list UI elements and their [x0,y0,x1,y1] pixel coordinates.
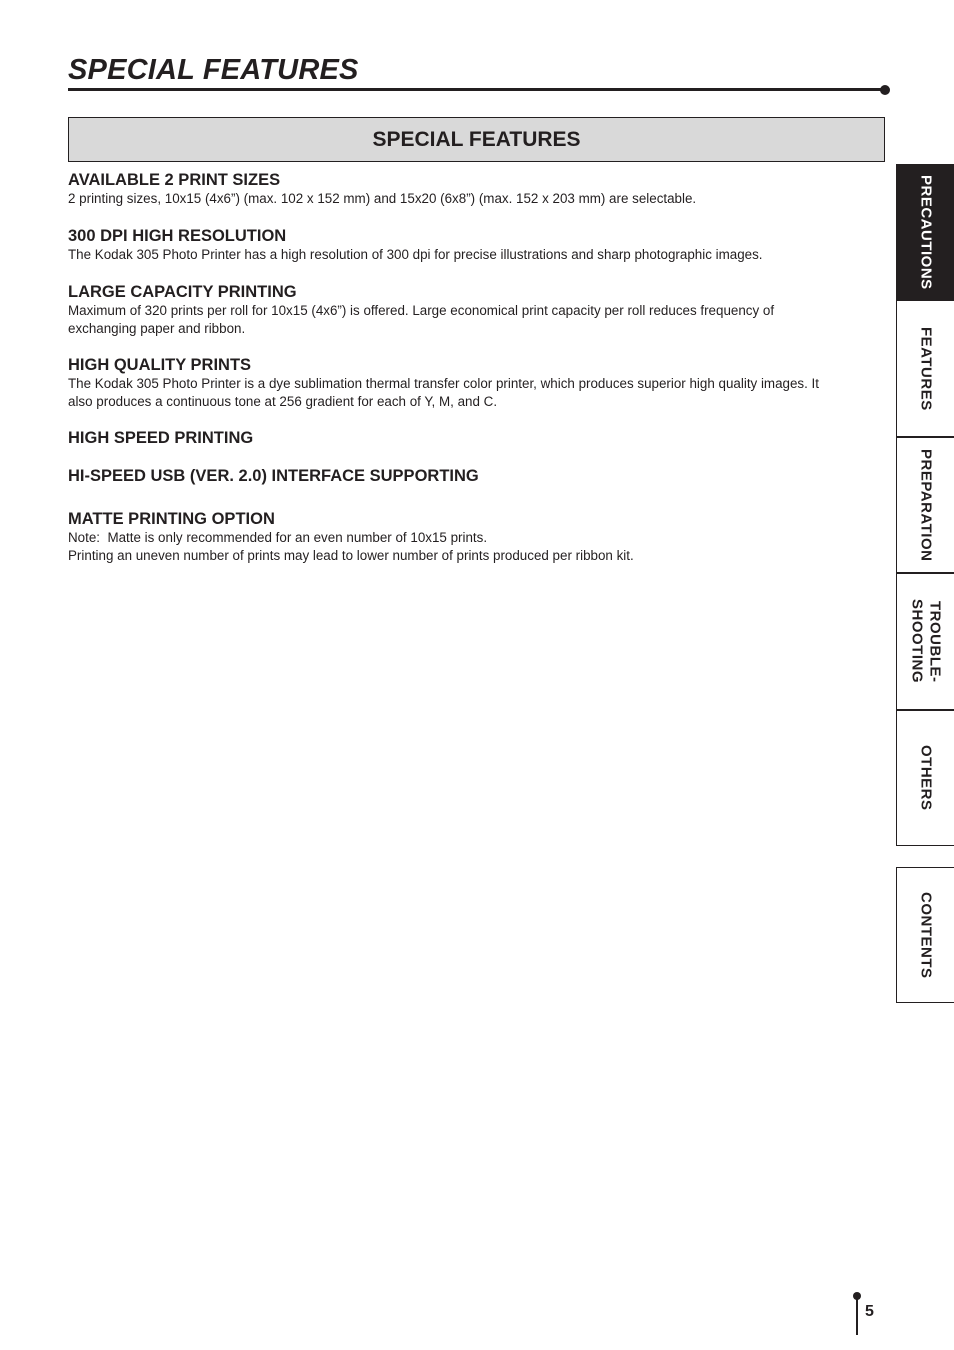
page-title: SPECIAL FEATURES [68,54,359,86]
feature-heading: HIGH QUALITY PRINTS [68,356,252,374]
feature-heading: HIGH SPEED PRINTING [68,429,254,447]
feature-speed [68,429,883,448]
section-banner: SPECIAL FEATURES [68,117,885,162]
tab-contents[interactable] [896,867,954,1003]
feature-text: 2 printing sizes, 10x15 (4x6”) (max. 102 x 152 mm) and 15x20 (6x8”) (max. 152 x 203 mm) are selectable. [68,191,697,206]
feature-capacity [68,283,883,337]
feature-heading: MATTE PRINTING OPTION [68,510,275,528]
feature-heading: HI-SPEED USB (VER. 2.0) INTERFACE SUPPORTING [68,467,479,485]
tab-label: PRECAUTIONS [917,174,935,290]
feature-resolution [68,227,883,264]
tab-precautions[interactable] [896,164,954,300]
feature-matte [68,510,883,564]
feature-heading: 300 DPI HIGH RESOLUTION [68,227,287,245]
feature-text: The Kodak 305 Photo Printer has a high resolution of 300 dpi for precise illustrations and sharp photographic images. [68,247,763,262]
tab-label: OTHERS [917,745,935,811]
feature-note: Note: Matte is only recommended for an even number of 10x15 prints. [68,530,488,545]
feature-usb [68,467,883,486]
tab-troubleshooting[interactable] [896,573,954,710]
feature-text: Maximum of 320 prints per roll for 10x15 (4x6”) is offered. Large economical print capacity per roll reduces frequency of [68,303,775,318]
tab-preparation[interactable] [896,437,954,573]
tab-features[interactable] [896,300,954,437]
tab-label: PREPARATION [917,448,935,562]
tab-label: FEATURES [917,326,935,411]
feature-text: Printing an uneven number of prints may lead to lower number of prints produced per ribbon kit. [68,547,634,563]
feature-text: The Kodak 305 Photo Printer is a dye sublimation thermal transfer color printer, which produces superior high quality images. It [68,376,819,391]
feature-quality [68,356,883,410]
feature-text: exchanging paper and ribbon. [68,320,246,336]
feature-print-sizes [68,171,883,208]
title-rule-dot [880,85,890,95]
feature-text: also produces a continuous tone at 256 gradient for each of Y, M, and C. [68,393,498,409]
tab-label: CONTENTS [917,891,935,979]
feature-heading: AVAILABLE 2 PRINT SIZES [68,171,281,189]
page-number: 5 [865,1303,874,1320]
tab-others[interactable] [896,710,954,846]
page-number-rule [856,1297,858,1335]
tab-label: TROUBLE- SHOOTING [908,599,944,684]
title-rule [68,88,884,91]
feature-heading: LARGE CAPACITY PRINTING [68,283,297,301]
